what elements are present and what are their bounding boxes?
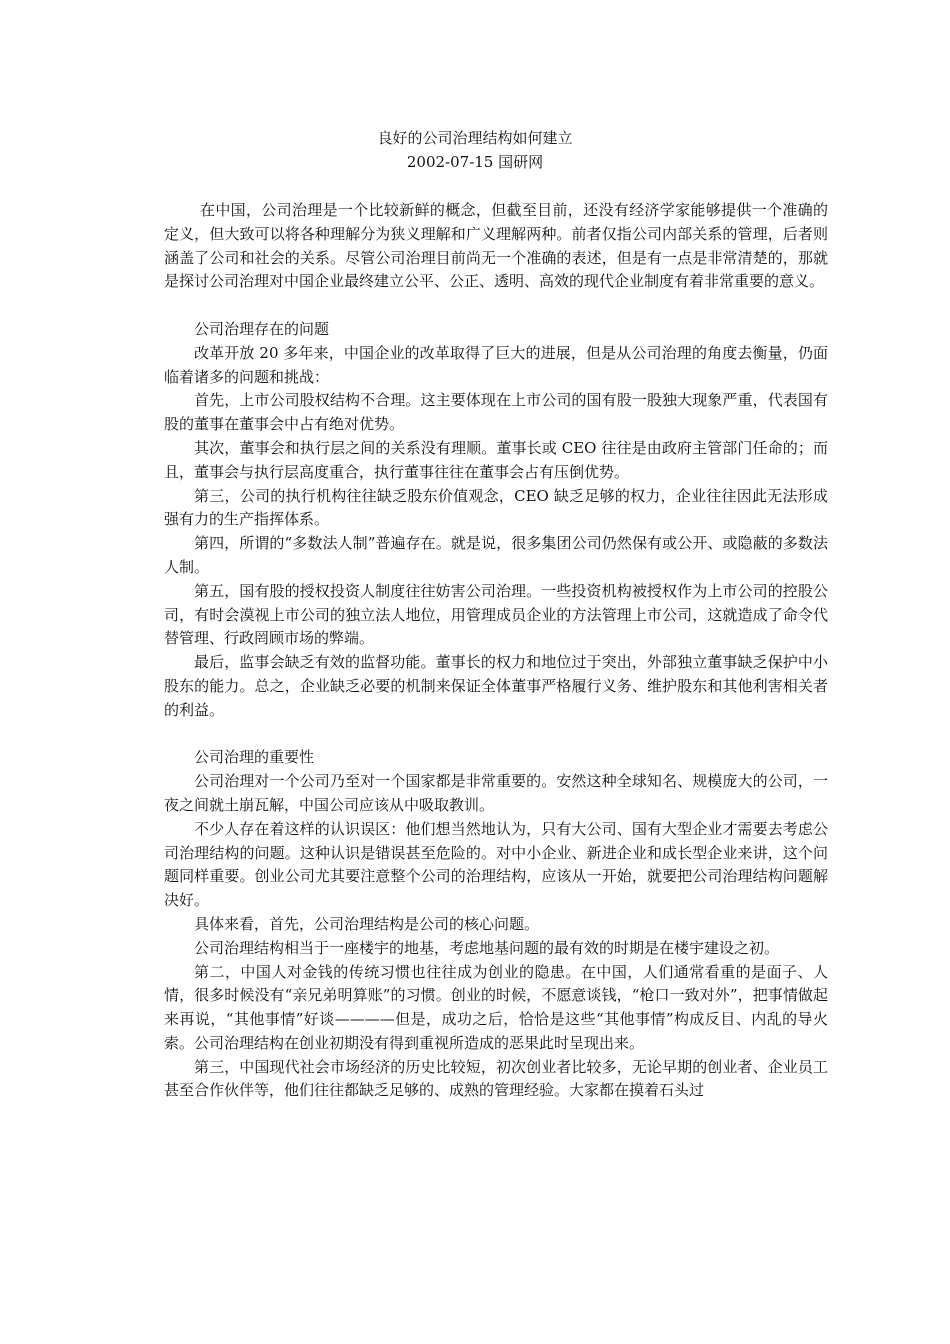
document-title: 良好的公司治理结构如何建立 (377, 129, 573, 147)
paragraph-gap (164, 294, 828, 318)
section-heading: 公司治理的重要性 (194, 748, 315, 767)
body-paragraph: 不少人存在着这样的认识误区：他们想当然地认为，只有大公司、国有大型企业才需要去考虑公司治理结构的问题。这种认识是错误甚至危险的。对中小企业、新进企业和成长型企业来讲，这个问题同样重要。创业公司尤其要注意整个公司的治理结构，应该从一开始，就要把公司治理结构问题解决好。 (164, 819, 828, 910)
body-paragraph: 公司治理结构相当于一座楼宇的地基，考虑地基问题的最有效的时期是在楼宇建设之初。 (194, 938, 780, 957)
document-header (0, 126, 950, 174)
body-paragraph: 首先，上市公司股权结构不合理。这主要体现在上市公司的国有股一股独大现象严重，代表国有股的董事在董事会中占有绝对优势。 (164, 391, 828, 434)
body-paragraph: 具体来看，首先，公司治理结构是公司的核心问题。 (194, 914, 540, 933)
intro-paragraph: 在中国，公司治理是一个比较新鲜的概念，但截至目前，还没有经济学家能够提供一个准确的定义，但大致可以将各种理解分为狭义理解和广义理解两种。前者仅指公司内部关系的管理，后者则涵盖了公司和社会的关系。尽管公司治理目前尚无一个准确的表述，但是有一点是非常清楚的，那就是探讨公司治理对中国企业最终建立公平、公正、透明、高效的现代企业制度有着非常重要的意义。 (164, 201, 828, 291)
document-body (164, 199, 828, 1103)
body-paragraph: 第二，中国人对金钱的传统习惯也往往成为创业的隐患。在中国，人们通常看重的是面子、人情，很多时候没有“亲兄弟明算账”的习惯。创业的时候，不愿意谈钱，“枪口一致对外”，把事情做起来再说，“其他事情”好谈————但是，成功之后，恰恰是这些“其他事情”构成反目、内乱的导火索。公司治理结构在创业初期没有得到重视所造成的恶果此时呈现出来。 (164, 962, 828, 1052)
body-paragraph: 最后，监事会缺乏有效的监督功能。董事长的权力和地位过于突出，外部独立董事缺乏保护中小股东的能力。总之，企业缺乏必要的机制来保证全体董事严格履行义务、维护股东和其他利害相关者的利益。 (164, 653, 828, 719)
paragraph-gap (164, 723, 828, 747)
body-paragraph: 第三，公司的执行机构往往缺乏股东价值观念，CEO 缺乏足够的权力，企业往往因此无法形成强有力的生产指挥体系。 (164, 486, 828, 529)
body-paragraph: 其次，董事会和执行层之间的关系没有理顺。董事长或 CEO 往往是由政府主管部门任命的；而且，董事会与执行层高度重合，执行董事往往在董事会占有压倒优势。 (164, 438, 828, 481)
body-paragraph: 第五，国有股的授权投资人制度往往妨害公司治理。一些投资机构被授权作为上市公司的控股公司，有时会漠视上市公司的独立法人地位，用管理成员企业的方法管理上市公司，这就造成了命令代替管理、行政罔顾市场的弊端。 (164, 581, 828, 648)
body-paragraph: 第三，中国现代社会市场经济的历史比较短，初次创业者比较多，无论早期的创业者、企业员工甚至合作伙伴等，他们往往都缺乏足够的、成熟的管理经验。大家都在摸着石头过 (164, 1057, 828, 1100)
body-paragraph: 第四，所谓的“多数法人制”普遍存在。就是说，很多集团公司仍然保有或公开、或隐蔽的多数法人制。 (164, 534, 828, 576)
body-paragraph: 改革开放 20 多年来，中国企业的改革取得了巨大的进展，但是从公司治理的角度去衡量，仍面临着诸多的问题和挑战： (164, 343, 828, 386)
document-dateline: 2002-07-15 国研网 (406, 153, 544, 171)
section-heading: 公司治理存在的问题 (194, 319, 330, 338)
body-paragraph: 公司治理对一个公司乃至对一个国家都是非常重要的。安然这种全球知名、规模庞大的公司，一夜之间就土崩瓦解，中国公司应该从中吸取教训。 (164, 772, 828, 814)
